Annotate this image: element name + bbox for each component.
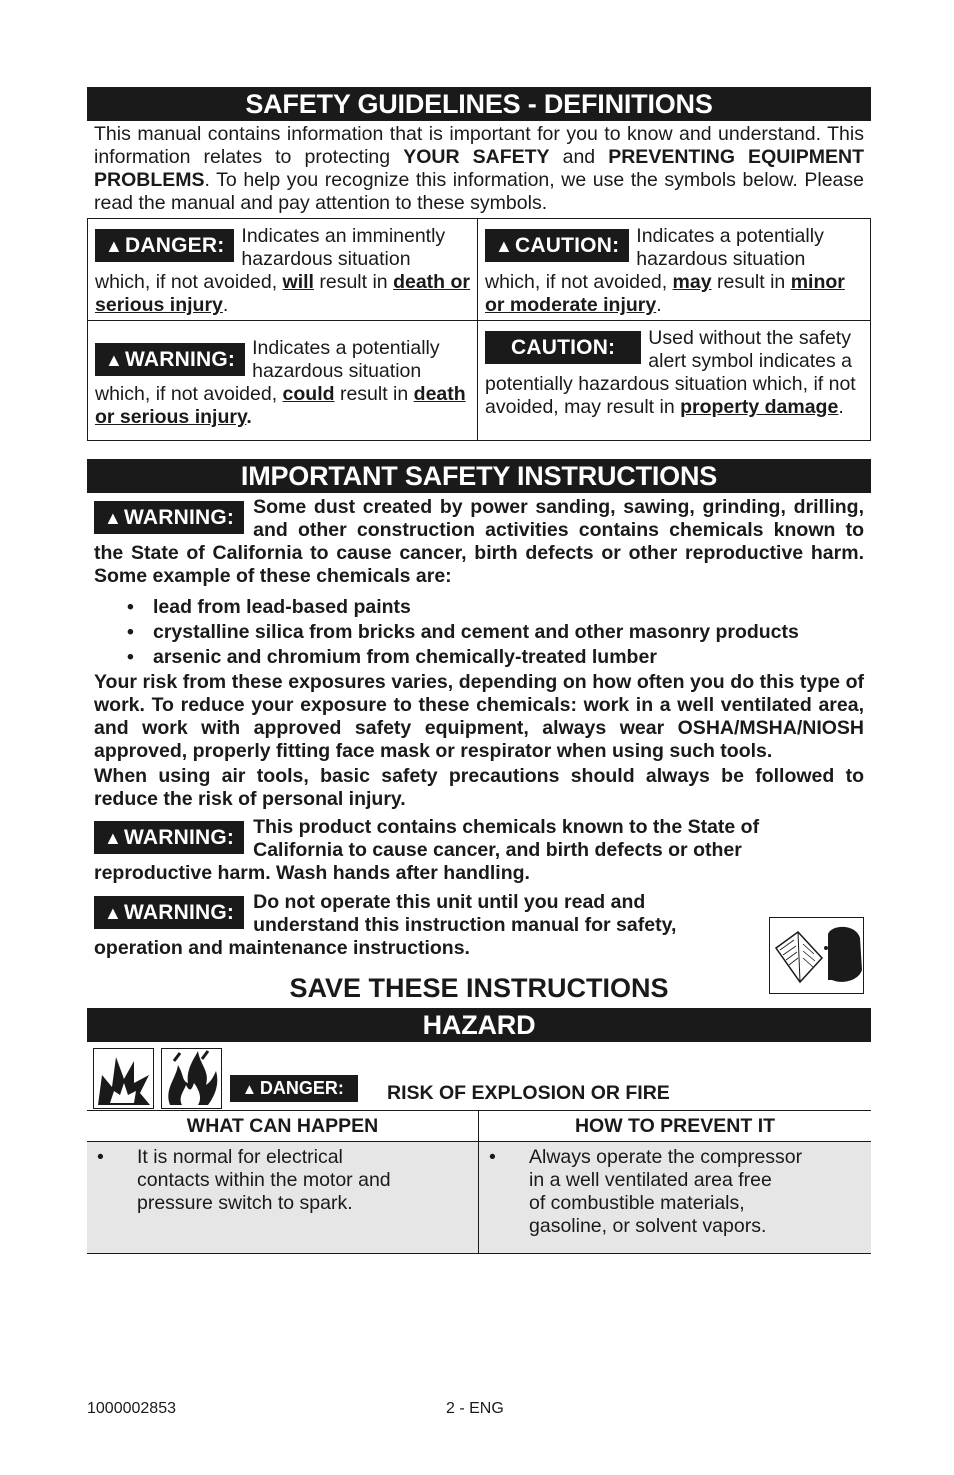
- alert-triangle-icon: ▲: [242, 1081, 257, 1098]
- alert-triangle-icon: ▲: [104, 828, 123, 848]
- table-row: [87, 1142, 871, 1254]
- danger-definition: ▲DANGER: Indicates an imminently hazardous situation which, if not avoided, will result in death or serious injury.: [95, 225, 471, 316]
- alert-triangle-icon: ▲: [104, 903, 123, 923]
- caution-plain-definition: CAUTION: Used without the safety alert symbol indicates a potentially hazardous situation which, if not avoided, may result in property damage.: [477, 320, 870, 440]
- caution-plain-badge: CAUTION:: [485, 331, 641, 364]
- chemical-list: [87, 595, 871, 670]
- intro-text: This manual contains information that is important for you to know and understand. This information relates to protecting: [94, 123, 864, 168]
- intro-text: and: [549, 146, 609, 168]
- col-how-to-prevent: HOW TO PREVENT IT: [479, 1111, 872, 1142]
- warning-badge: ▲WARNING:: [94, 896, 244, 929]
- important-title: IMPORTANT SAFETY INSTRUCTIONS: [87, 459, 871, 493]
- read-manual-icon: [769, 917, 864, 994]
- list-item: • arsenic and chromium from chemically-treated lumber: [127, 645, 871, 670]
- air-tools-paragraph: When using air tools, basic safety precautions should always be followed to reduce the risk of personal injury.: [94, 765, 864, 810]
- warning-dust: ▲WARNING: Some dust created by power sanding, sawing, grinding, drilling, and other construction activities contains chemicals known to the State of California to cause cancer, birth defects or other reproductive harm. Some example of these chemicals are:: [94, 496, 864, 587]
- warning-chemicals: ▲WARNING: This product contains chemicals known to the State of California to cause cancer, and birth defects or other reproductive harm. Wash hands after handling.: [94, 816, 760, 884]
- warning-badge: ▲WARNING:: [94, 821, 244, 854]
- page: [87, 87, 871, 1254]
- alert-triangle-icon: ▲: [105, 350, 124, 370]
- definitions-intro: [94, 123, 864, 215]
- warning-definition: ▲WARNING: Indicates a potentially hazardous situation which, if not avoided, could result in death or serious injury.: [88, 320, 477, 440]
- list-item: • lead from lead-based paints: [127, 595, 871, 620]
- alert-triangle-icon: ▲: [104, 508, 123, 528]
- col-what-can-happen: WHAT CAN HAPPEN: [87, 1111, 479, 1142]
- caution-alert-definition: ▲CAUTION: Indicates a potentially hazardous situation which, if not avoided, may result in minor or moderate injury.: [477, 219, 870, 320]
- intro-bold-safety: YOUR SAFETY: [403, 146, 550, 168]
- warning-read-manual: ▲WARNING: Do not operate this unit until you read and understand this instruction manual for safety, operation and maintenance instructions.: [94, 891, 677, 959]
- alert-triangle-icon: ▲: [495, 236, 514, 256]
- alert-triangle-icon: ▲: [105, 236, 124, 256]
- risk-label: RISK OF EXPLOSION OR FIRE: [387, 1082, 670, 1104]
- definitions-title: SAFETY GUIDELINES - DEFINITIONS: [87, 87, 871, 121]
- signal-word-grid: [87, 218, 871, 441]
- what-can-happen-cell: • It is normal for electrical contacts within the motor and pressure switch to spark.: [87, 1142, 479, 1254]
- fire-icon: [161, 1048, 222, 1109]
- hazard-table: [87, 1110, 871, 1254]
- warning-badge: ▲WARNING:: [94, 501, 244, 534]
- intro-bold-equipment: PREVENTING EQUIPMENT PROBLEMS: [94, 146, 864, 191]
- caution-alert-badge: ▲CAUTION:: [485, 229, 629, 262]
- hazard-header: [87, 1044, 871, 1110]
- warning-badge: ▲WARNING:: [95, 343, 245, 376]
- list-item: • crystalline silica from bricks and cement and other masonry products: [127, 620, 871, 645]
- save-instructions-title: SAVE THESE INSTRUCTIONS: [289, 973, 669, 1003]
- hazard-title: HAZARD: [87, 1008, 871, 1042]
- danger-badge: ▲ DANGER:: [230, 1075, 358, 1102]
- page-number: 2 - ENG: [446, 1400, 504, 1417]
- part-number: 1000002853: [87, 1400, 176, 1417]
- intro-text: . To help you recognize this information, we use the symbols below. Please read the manual and pay attention to these symbols.: [94, 169, 864, 214]
- how-to-prevent-cell: • Always operate the compressor in a well ventilated area free of combustible materials, gasoline, or solvent vapors.: [479, 1142, 872, 1254]
- explosion-icon: [93, 1048, 154, 1109]
- risk-paragraph: Your risk from these exposures varies, depending on how often you do this type of work. To reduce your exposure to these chemicals: work in a well ventilated area, and work with approved safety equipment, always wear OSHA/MSHA/NIOSH approved, properly fitting face mask or respirator when using such tools.: [94, 671, 864, 762]
- danger-badge: ▲DANGER:: [95, 229, 234, 262]
